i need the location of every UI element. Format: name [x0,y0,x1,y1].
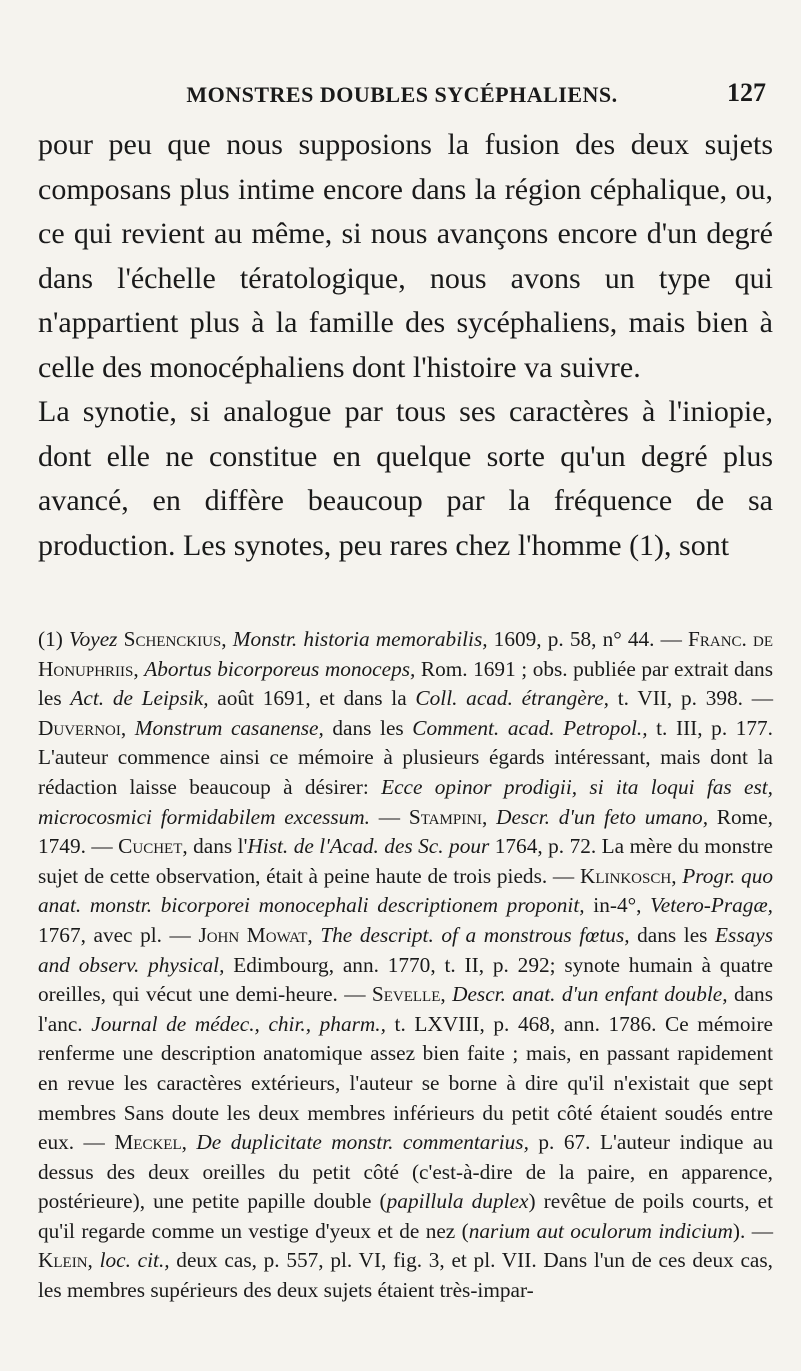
latin-term: papillula duplex [386,1189,529,1214]
note-marker: (1) [38,627,69,651]
citation-title: Comment. acad. Petropol., [412,715,648,740]
citation-title: Hist. de l'Acad. des Sc. pour [247,834,490,859]
running-header [38,78,776,114]
citation-place: Vetero-Pragæ, [650,893,773,918]
citation-title: Act. de Leipsik, [70,686,209,711]
footnote-text: in-4°, [584,893,651,918]
footnote-text: , [671,863,683,888]
footnote-text: deux cas, p. 557, pl. VI, fig. 3, et pl. VII. Dans l'un de ces deux cas, les membres supérieurs des deux sujets étaient très-impar- [38,1248,773,1303]
footnote-text: dans l'anc. [38,982,773,1036]
footnote-text: p. 67. L'auteur indique au dessus des deux oreilles du petit côté (c'est-à-dire de la paire, en apparence, postérieure), une petite papille double ( [38,1130,773,1214]
footnote-text: , dans l' [182,834,248,859]
citation-title: Abortus bicorporeus monoceps, [144,656,416,681]
citation-title: Monstrum casanense, [134,715,324,740]
author-name: Klein [38,1248,88,1273]
author-name: John Mowat [198,922,308,947]
footnote-text: , [307,922,321,947]
citation-title: Journal de médec., chir., pharm., [91,1011,386,1036]
footnote-text: Rome, 1749. — [38,804,773,859]
citation-title: Descr. d'un feto umano, [496,804,709,829]
footnote-text: Edimbourg, ann. 1770, t. II, p. 292; synote humain à quatre oreilles, qui vécut une demi-heure. — [38,952,773,1007]
author-name: Franc. de Honuphriis [38,627,773,681]
author-name: Schenckius, [123,627,227,651]
footnote-text: , [87,1248,100,1273]
footnote-text: ). — [732,1218,773,1243]
footnote-text: t. III, p. 177. L'auteur commence ainsi ce mémoire à plusieurs égards intéressant, mais dont la rédaction laisse beaucoup à désirer: [38,715,774,799]
author-name: Meckel [114,1130,182,1155]
latin-quotation: Ecce opinor prodigii, si ita loqui fas est, microcosmici formidabilem excessum. [38,774,774,829]
footnote-text [126,716,135,740]
footnote-text: t. LXVIII, p. 468, ann. 1786. Ce mémoire renferme une description anatomique assez bien faite ; mais, en passant rapidement en revue les caractères extérieurs, l'auteur se borne à dire qu'il n'existait que sept membres Sans doute les deux membres inférieurs du petit côté étaient soudés entre eux. — [38,1011,773,1155]
page-number: 127 [727,78,766,107]
footnote-text: , [440,982,453,1007]
author-name: Sevelle [371,982,441,1007]
author-name: Stampini, [408,804,488,829]
footnote [38,625,773,1306]
citation-title: Descr. anat. d'un enfant double, [452,982,728,1007]
main-text [38,123,773,568]
latin-term: narium aut oculorum indicium [468,1218,733,1243]
footnote-text: Rom. 1691 ; obs. publiée par extrait dans les [38,656,773,711]
citation-title: Coll. acad. étrangère, [415,686,609,711]
footnote-text: dans les [323,715,413,740]
footnote-text: , [133,656,145,681]
footnote-text: dans les [629,922,716,947]
footnote-text: 1609, p. 58, n° 44. — [487,627,689,651]
citation-title: The descript. of a monstrous fœtus, [320,922,630,947]
paragraph: La synotie, si analogue par tous ses caractères à l'iniopie, dont elle ne constitue en quelque sorte qu'un degré plus avancé, en diffère beaucoup par la fréquence de sa production. Les synotes, peu rares chez l'homme (1), sont [38,395,773,562]
citation-text: Voyez [68,627,118,651]
footnote-text: 1767, avec pl. — [38,922,199,947]
author-name: Klinkosch [579,863,672,888]
citation-title: Progr. quo anat. monstr. bicorporei monocephali descriptionem proponit, [38,863,774,918]
footnote-text: t. VII, p. 398. — [608,686,774,711]
footnote-text: août 1691, et dans la [208,686,416,711]
footnote-text: ) revêtue de poils courts, et qu'il regarde comme un vestige d'yeux et de nez ( [38,1189,773,1243]
citation-title: Essays and observ. physical, [38,922,773,977]
footnote-text: , [181,1130,197,1155]
footnote-text: 1764, p. 72. La mère du monstre sujet de cette observation, était à peine haute de trois pieds. — [38,834,774,888]
author-name: Cuchet [118,834,183,859]
footnote-text: — [370,804,409,829]
citation-title: De duplicitate monstr. commentarius, [196,1130,529,1155]
paragraph: pour peu que nous supposions la fusion des deux sujets composans plus intime encore dans la région céphalique, ou, ce qui revient au même, si nous avançons encore d'un degré dans l'échelle tératologique, nous avons un type qui n'appartient plus à la famille des sycéphaliens, mais bien à celle des monocéphaliens dont l'histoire va suivre. [38,128,773,384]
running-title: MONSTRES DOUBLES SYCÉPHALIENS. [186,82,618,107]
footnote-text [487,805,496,829]
citation-reference: loc. cit., [99,1248,170,1273]
citation-title: Monstr. historia memorabilis, [232,627,488,651]
author-name: Duvernoi, [38,715,127,740]
